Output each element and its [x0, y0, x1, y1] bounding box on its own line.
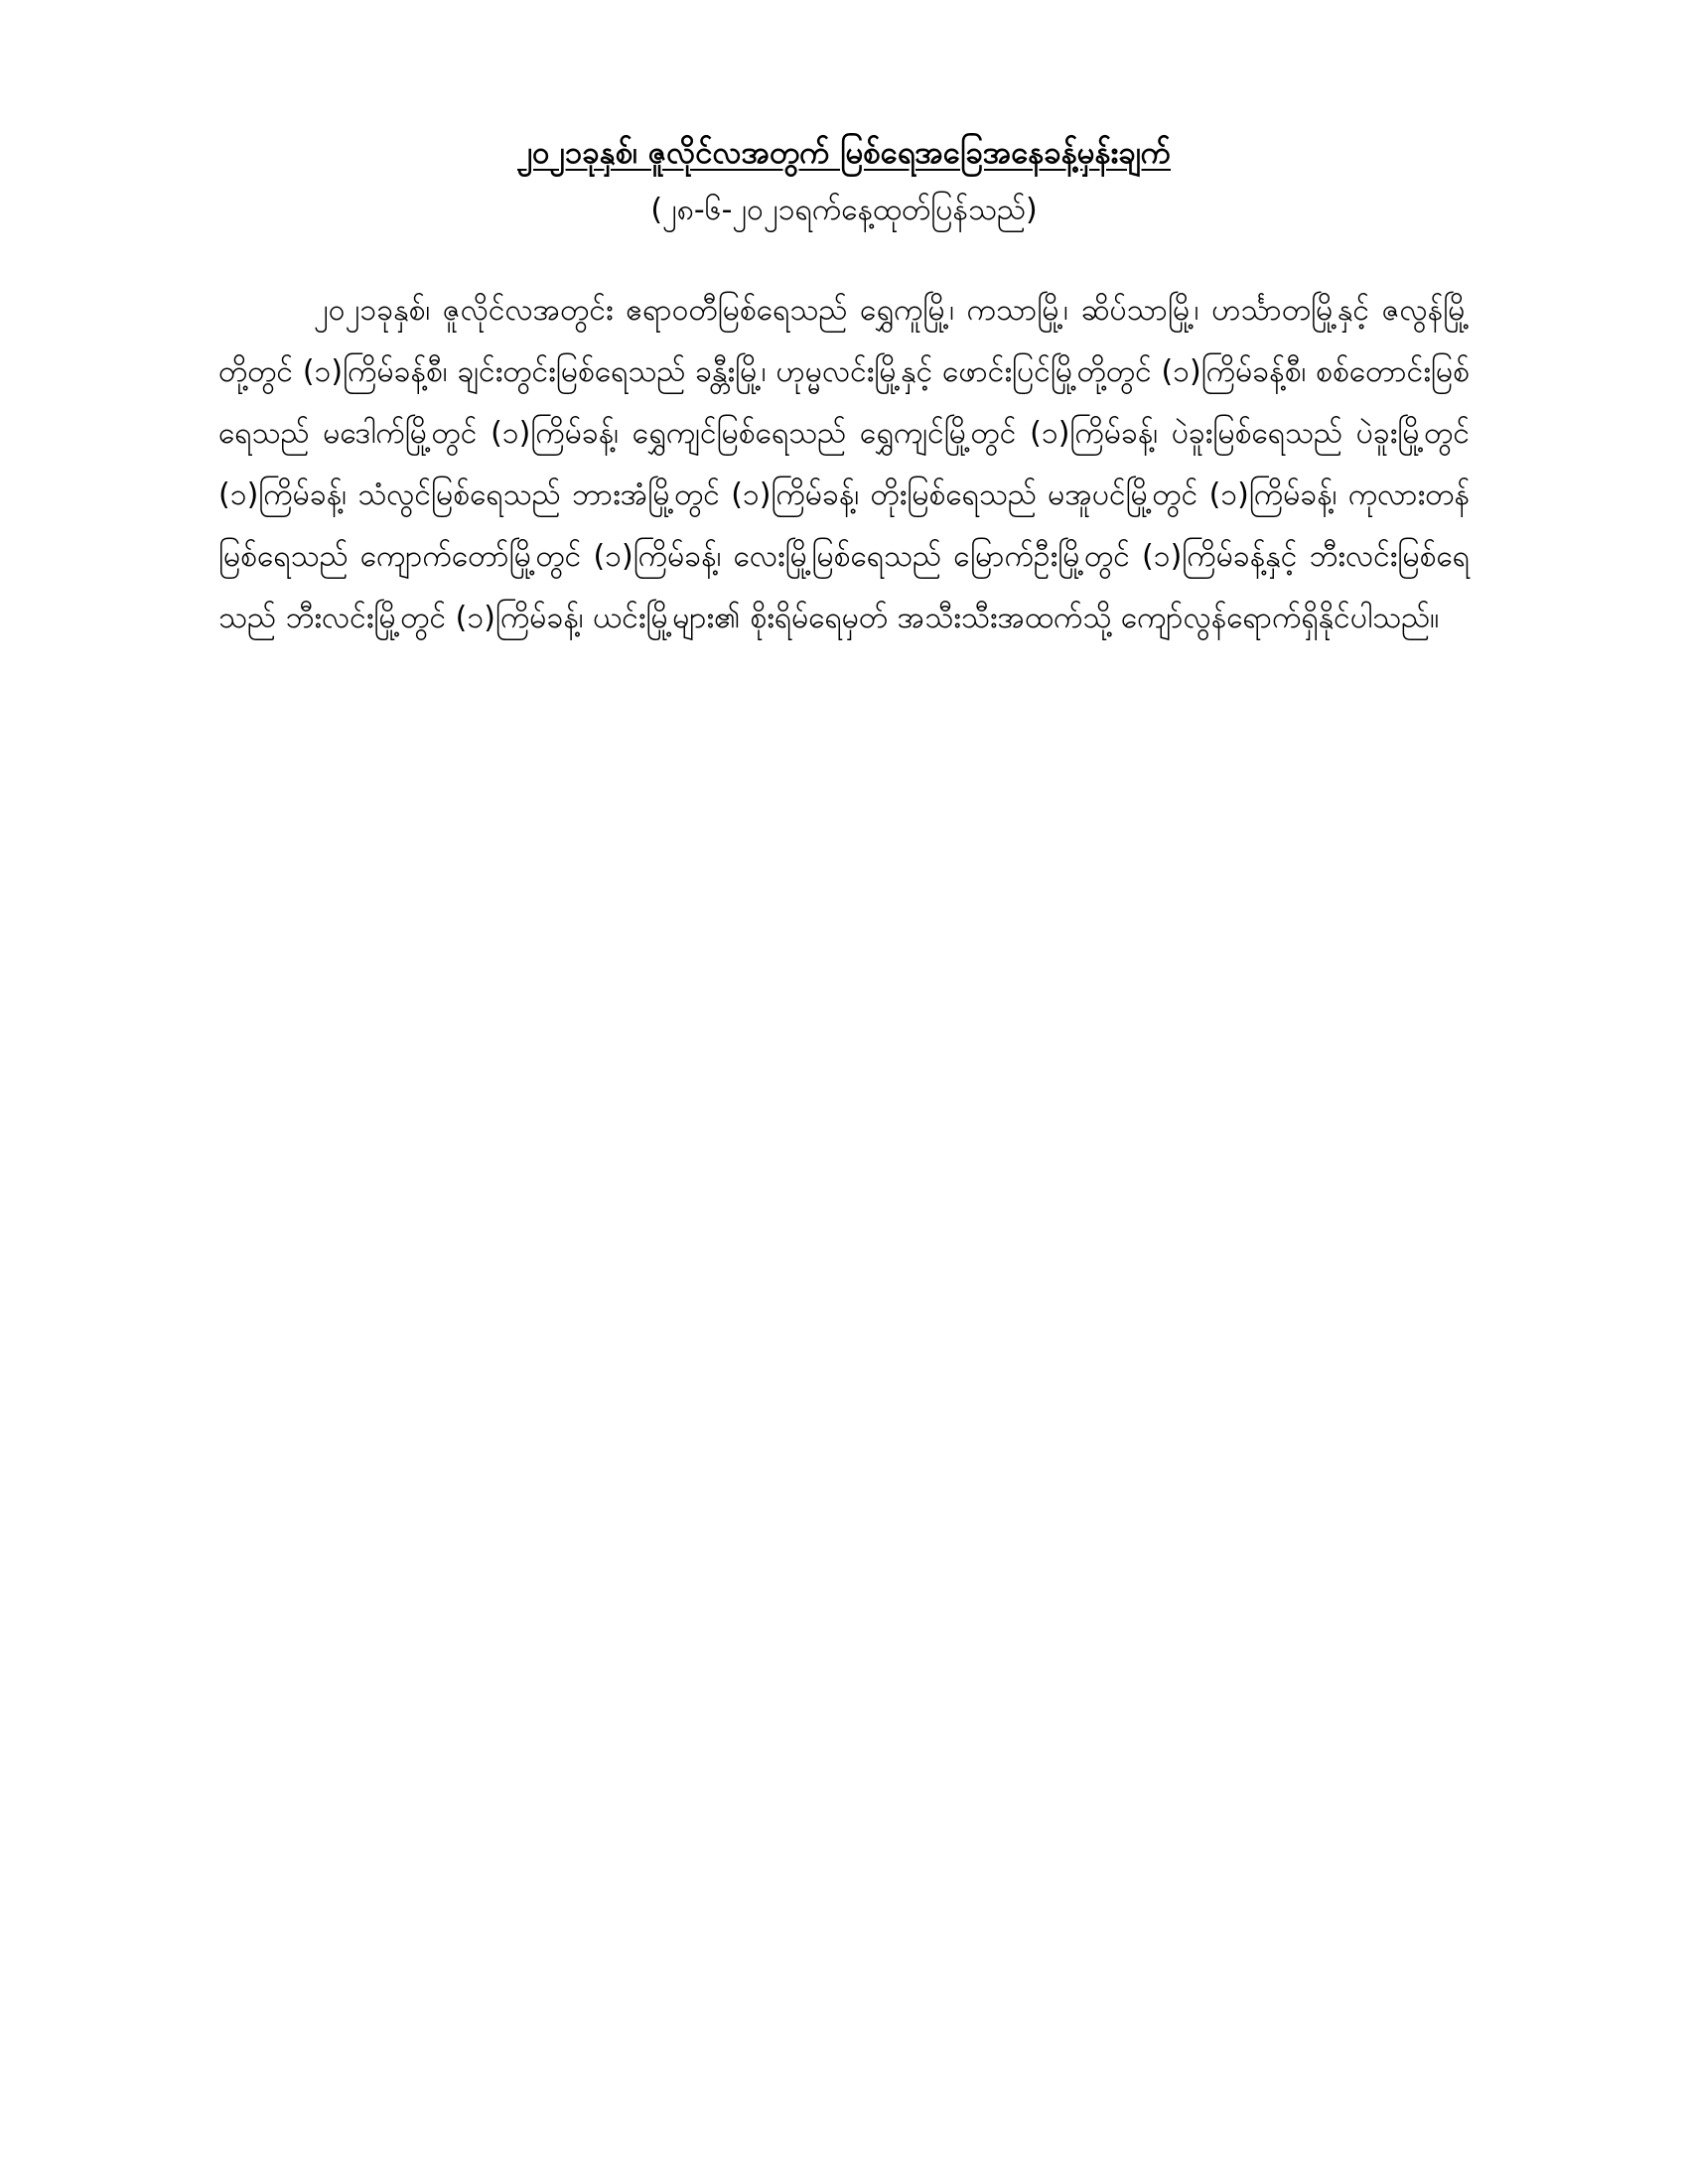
- document-issue-date: (၂၈-၆-၂၀၂၁ရက်နေ့ထုတ်ပြန်သည်): [650, 193, 1038, 227]
- document-body: [218, 280, 1470, 649]
- forecast-paragraph: ၂၀၂၁ခုနှစ်၊ ဇူလိုင်လအတွင်း ဧရာဝတီမြစ်ရေသည် ရွှေကူမြို့၊ ကသာမြို့၊ ဆိပ်သာမြို့၊ ဟင်္သာတမြို့နှင့် ဇလွန်မြို့တို့တွင် (၁)ကြိမ်ခန့်စီ၊ ချင်းတွင်းမြစ်ရေသည် ခန္တီးမြို့၊ ဟုမ္မလင်းမြို့နှင့် ဖောင်းပြင်မြို့တို့တွင် (၁)ကြိမ်ခန့်စီ၊ စစ်တောင်းမြစ်ရေသည် မဒေါက်မြို့တွင် (၁)ကြိမ်ခန့်၊ ရွှေကျင်မြစ်ရေသည် ရွှေကျင်မြို့တွင် (၁)ကြိမ်ခန့်၊ ပဲခူးမြစ်ရေသည် ပဲခူးမြို့တွင် (၁)ကြိမ်ခန့်၊ သံလွင်မြစ်ရေသည် ဘားအံမြို့တွင် (၁)ကြိမ်ခန့်၊ တိုးမြစ်ရေသည် မအူပင်မြို့တွင် (၁)ကြိမ်ခန့်၊ ကုလားတန်မြစ်ရေသည် ကျောက်တော်မြို့တွင် (၁)ကြိမ်ခန့်၊ လေးမြို့မြစ်ရေသည် မြောက်ဦးမြို့တွင် (၁)ကြိမ်ခန့်နှင့် ဘီးလင်းမြစ်ရေသည် ဘီးလင်းမြို့တွင် (၁)ကြိမ်ခန့်၊ ယင်းမြို့များ၏ စိုးရိမ်ရေမှတ် အသီးသီးအထက်သို့ ကျော်လွန်ရောက်ရှိနိုင်ပါသည်။: [218, 293, 1470, 635]
- document-header: [218, 127, 1470, 236]
- document-title: ၂၀၂၁ခုနှစ်၊ ဇူလိုင်လအတွက် မြစ်ရေအခြေအနေခန့်မှန်းချက်: [516, 135, 1172, 171]
